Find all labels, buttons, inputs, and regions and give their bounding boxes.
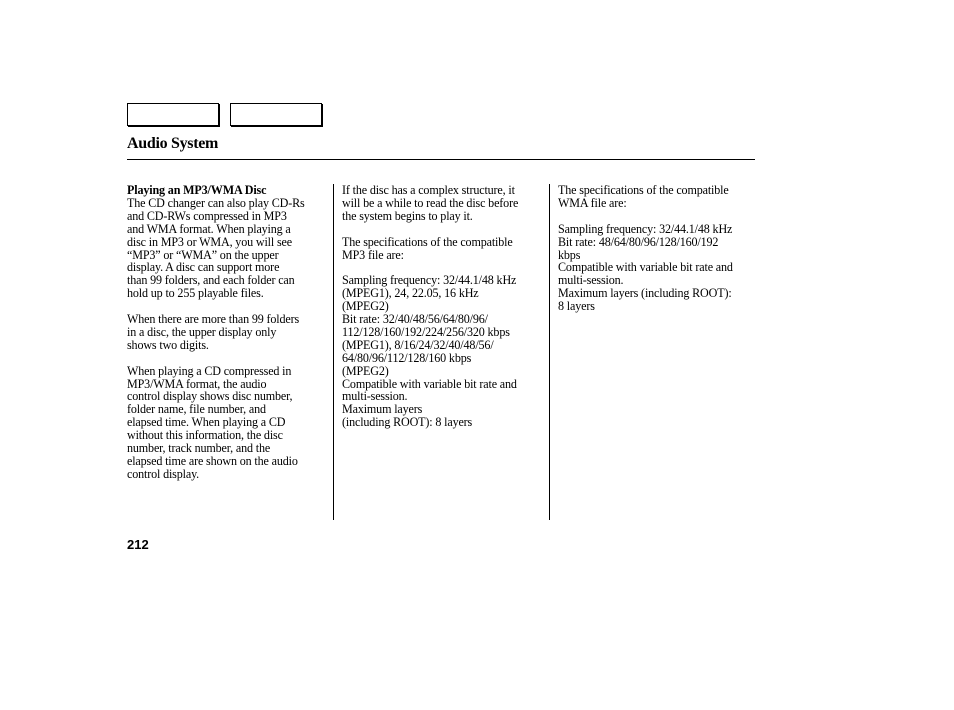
text-line: shows two digits.	[127, 337, 209, 352]
page-number: 212	[127, 537, 149, 552]
text-line: without this information, the disc	[127, 428, 283, 443]
text-line: MP3/WMA format, the audio	[127, 376, 267, 391]
text-line: in a disc, the upper display only	[127, 324, 277, 339]
text-line: When playing a CD compressed in	[127, 363, 292, 378]
text-line: (MPEG1), 8/16/24/32/40/48/56/	[342, 337, 494, 352]
text-line: and WMA format. When playing a	[127, 221, 291, 236]
text-line: 64/80/96/112/128/160 kbps	[342, 350, 472, 365]
title-rule	[127, 159, 755, 160]
text-line: 8 layers	[558, 299, 595, 314]
text-line: If the disc has a complex structure, it	[342, 183, 515, 197]
text-line: The specifications of the compatible	[558, 183, 729, 197]
column-divider-2	[549, 184, 550, 520]
text-line: Bit rate: 48/64/80/96/128/160/192	[558, 234, 719, 249]
text-line: will be a while to read the disc before	[342, 195, 519, 210]
text-line: elapsed time are shown on the audio	[127, 454, 298, 468]
text-line: Maximum layers	[342, 402, 423, 417]
nav-tab-box-2[interactable]	[230, 103, 322, 126]
text-line: Compatible with variable bit rate and	[342, 376, 517, 391]
paragraph	[127, 313, 329, 352]
paragraph	[342, 274, 544, 429]
column-divider-1	[333, 184, 334, 520]
text-line: elapsed time. When playing a CD	[127, 415, 286, 430]
text-line: the system begins to play it.	[342, 208, 473, 223]
text-line: Bit rate: 32/40/48/56/64/80/96/	[342, 312, 488, 327]
text-line: (including ROOT): 8 layers	[342, 415, 473, 430]
text-line: control display.	[127, 466, 200, 481]
subsection-heading: Playing an MP3/WMA Disc	[127, 183, 267, 197]
paragraph	[127, 365, 329, 481]
paragraph	[342, 236, 544, 262]
text-line: folder name, file number, and	[127, 402, 266, 417]
text-line: (MPEG1), 24, 22.05, 16 kHz	[342, 286, 479, 301]
text-line: WMA file are:	[558, 195, 627, 210]
text-line: Sampling frequency: 32/44.1/48 kHz	[342, 273, 517, 288]
text-line: and CD-RWs compressed in MP3	[127, 208, 287, 223]
paragraph	[558, 223, 760, 313]
right-column	[558, 184, 760, 326]
text-line: multi-session.	[342, 389, 408, 404]
text-line: multi-session.	[558, 273, 624, 288]
text-line: The CD changer can also play CD-Rs	[127, 195, 305, 210]
text-line: 112/128/160/192/224/256/320 kbps	[342, 324, 510, 339]
text-line: than 99 folders, and each folder can	[127, 273, 295, 288]
paragraph	[558, 184, 760, 210]
middle-column	[342, 184, 544, 442]
section-title: Audio System	[127, 135, 219, 152]
text-line: Maximum layers (including ROOT):	[558, 286, 732, 301]
text-line: number, track number, and the	[127, 441, 271, 456]
text-line: disc in MP3 or WMA, you will see	[127, 234, 292, 249]
text-line: MP3 file are:	[342, 247, 404, 262]
nav-tab-box-1[interactable]	[127, 103, 219, 126]
text-line: When there are more than 99 folders	[127, 312, 300, 327]
text-line: (MPEG2)	[342, 363, 389, 378]
paragraph	[127, 197, 329, 300]
text-line: display. A disc can support more	[127, 260, 280, 275]
left-column	[127, 184, 329, 494]
text-line: The specifications of the compatible	[342, 234, 513, 249]
paragraph	[342, 184, 544, 223]
text-line: “MP3” or “WMA” on the upper	[127, 247, 279, 262]
text-line: Compatible with variable bit rate and	[558, 260, 733, 275]
text-line: control display shows disc number,	[127, 389, 293, 404]
text-line: kbps	[558, 247, 581, 262]
text-line: hold up to 255 playable files.	[127, 286, 264, 301]
text-line: (MPEG2)	[342, 299, 389, 314]
text-line: Sampling frequency: 32/44.1/48 kHz	[558, 221, 733, 236]
